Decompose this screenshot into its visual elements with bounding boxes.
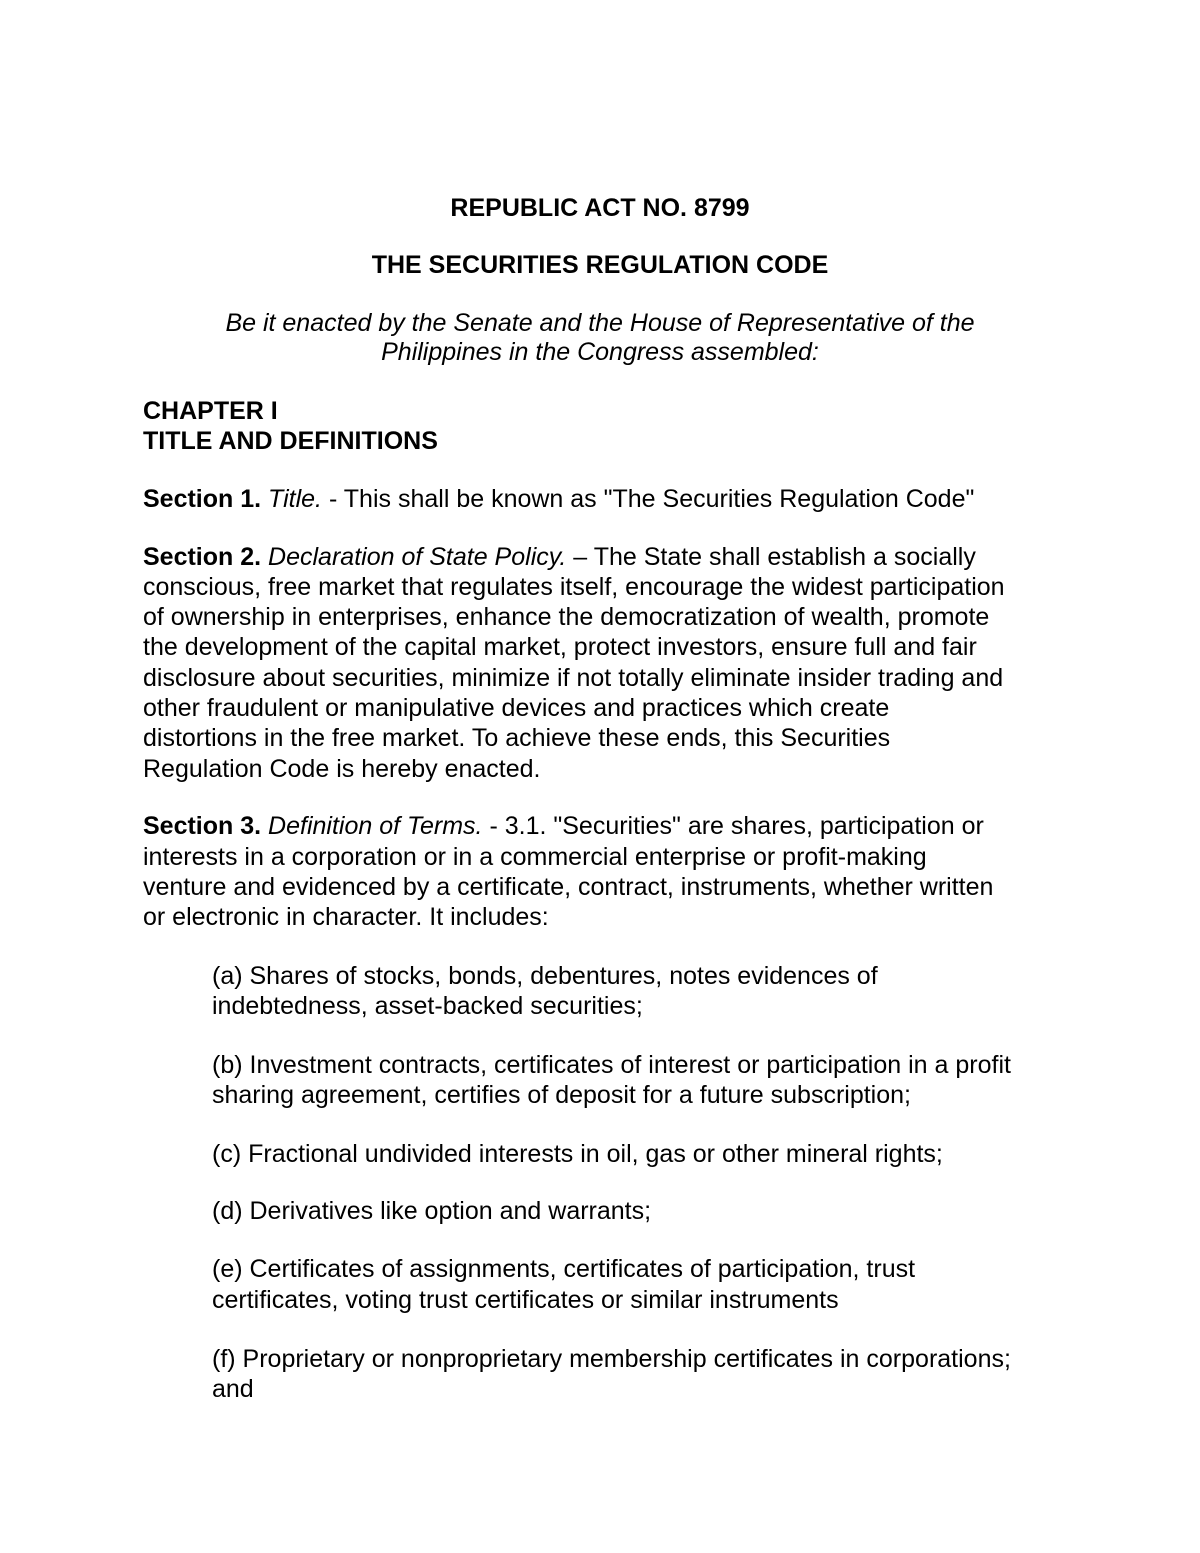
code-title: THE SECURITIES REGULATION CODE — [371, 251, 829, 279]
section-2-label: Section 2. — [143, 543, 262, 571]
section-1-text: - This shall be known as "The Securities Regulation Code" — [322, 485, 975, 513]
section-2-first-line — [143, 542, 976, 572]
list-item-f-line-2: and — [212, 1375, 254, 1403]
list-item-b-line-1: (b) Investment contracts, certificates of interest or participation in a profit — [212, 1051, 1011, 1079]
section-3-line: interests in a corporation or in a commercial enterprise or profit-making — [143, 843, 927, 871]
enacting-clause-line-1: Be it enacted by the Senate and the House of Representative of the — [225, 309, 975, 337]
section-3-first-line — [143, 811, 984, 841]
section-2-line: conscious, free market that regulates itself, encourage the widest participation — [143, 573, 1005, 601]
section-2-line: other fraudulent or manipulative devices and practices which create — [143, 694, 890, 722]
section-1-label: Section 1. — [143, 485, 262, 513]
section-3-label: Section 3. — [143, 812, 262, 840]
section-2-first-line-text: – The State shall establish a socially — [566, 543, 976, 571]
enacting-clause-line-2: Philippines in the Congress assembled: — [381, 338, 819, 366]
section-3-line: or electronic in character. It includes: — [143, 903, 549, 931]
section-2-line: the development of the capital market, protect investors, ensure full and fair — [143, 633, 977, 661]
chapter-number: CHAPTER I — [143, 397, 278, 425]
section-2-line: of ownership in enterprises, enhance the democratization of wealth, promote — [143, 603, 990, 631]
list-item-e-line-1: (e) Certificates of assignments, certificates of participation, trust — [212, 1255, 916, 1283]
list-item-e-line-2: certificates, voting trust certificates or similar instruments — [212, 1286, 839, 1314]
list-item-a-line-1: (a) Shares of stocks, bonds, debentures, notes evidences of — [212, 962, 878, 990]
section-3-line: venture and evidenced by a certificate, contract, instruments, whether written — [143, 873, 994, 901]
section-1 — [143, 484, 974, 514]
chapter-title: TITLE AND DEFINITIONS — [143, 427, 438, 455]
list-item-d: (d) Derivatives like option and warrants; — [212, 1197, 652, 1225]
list-item-a-line-2: indebtedness, asset-backed securities; — [212, 992, 643, 1020]
list-item-f-line-1: (f) Proprietary or nonproprietary membership certificates in corporations; — [212, 1345, 1011, 1373]
list-item-c: (c) Fractional undivided interests in oil, gas or other mineral rights; — [212, 1140, 943, 1168]
section-2-line: disclosure about securities, minimize if not totally eliminate insider trading and — [143, 664, 1004, 692]
section-2-line: distortions in the free market. To achieve these ends, this Securities — [143, 724, 891, 752]
section-2-line: Regulation Code is hereby enacted. — [143, 755, 541, 783]
section-1-heading: Title. — [268, 485, 323, 513]
act-number: REPUBLIC ACT NO. 8799 — [450, 194, 750, 222]
list-item-b-line-2: sharing agreement, certifies of deposit for a future subscription; — [212, 1081, 911, 1109]
section-3-heading: Definition of Terms. — [268, 812, 483, 840]
section-2-heading: Declaration of State Policy. — [268, 543, 567, 571]
section-3-first-line-text: - 3.1. "Securities" are shares, participation or — [482, 812, 984, 840]
